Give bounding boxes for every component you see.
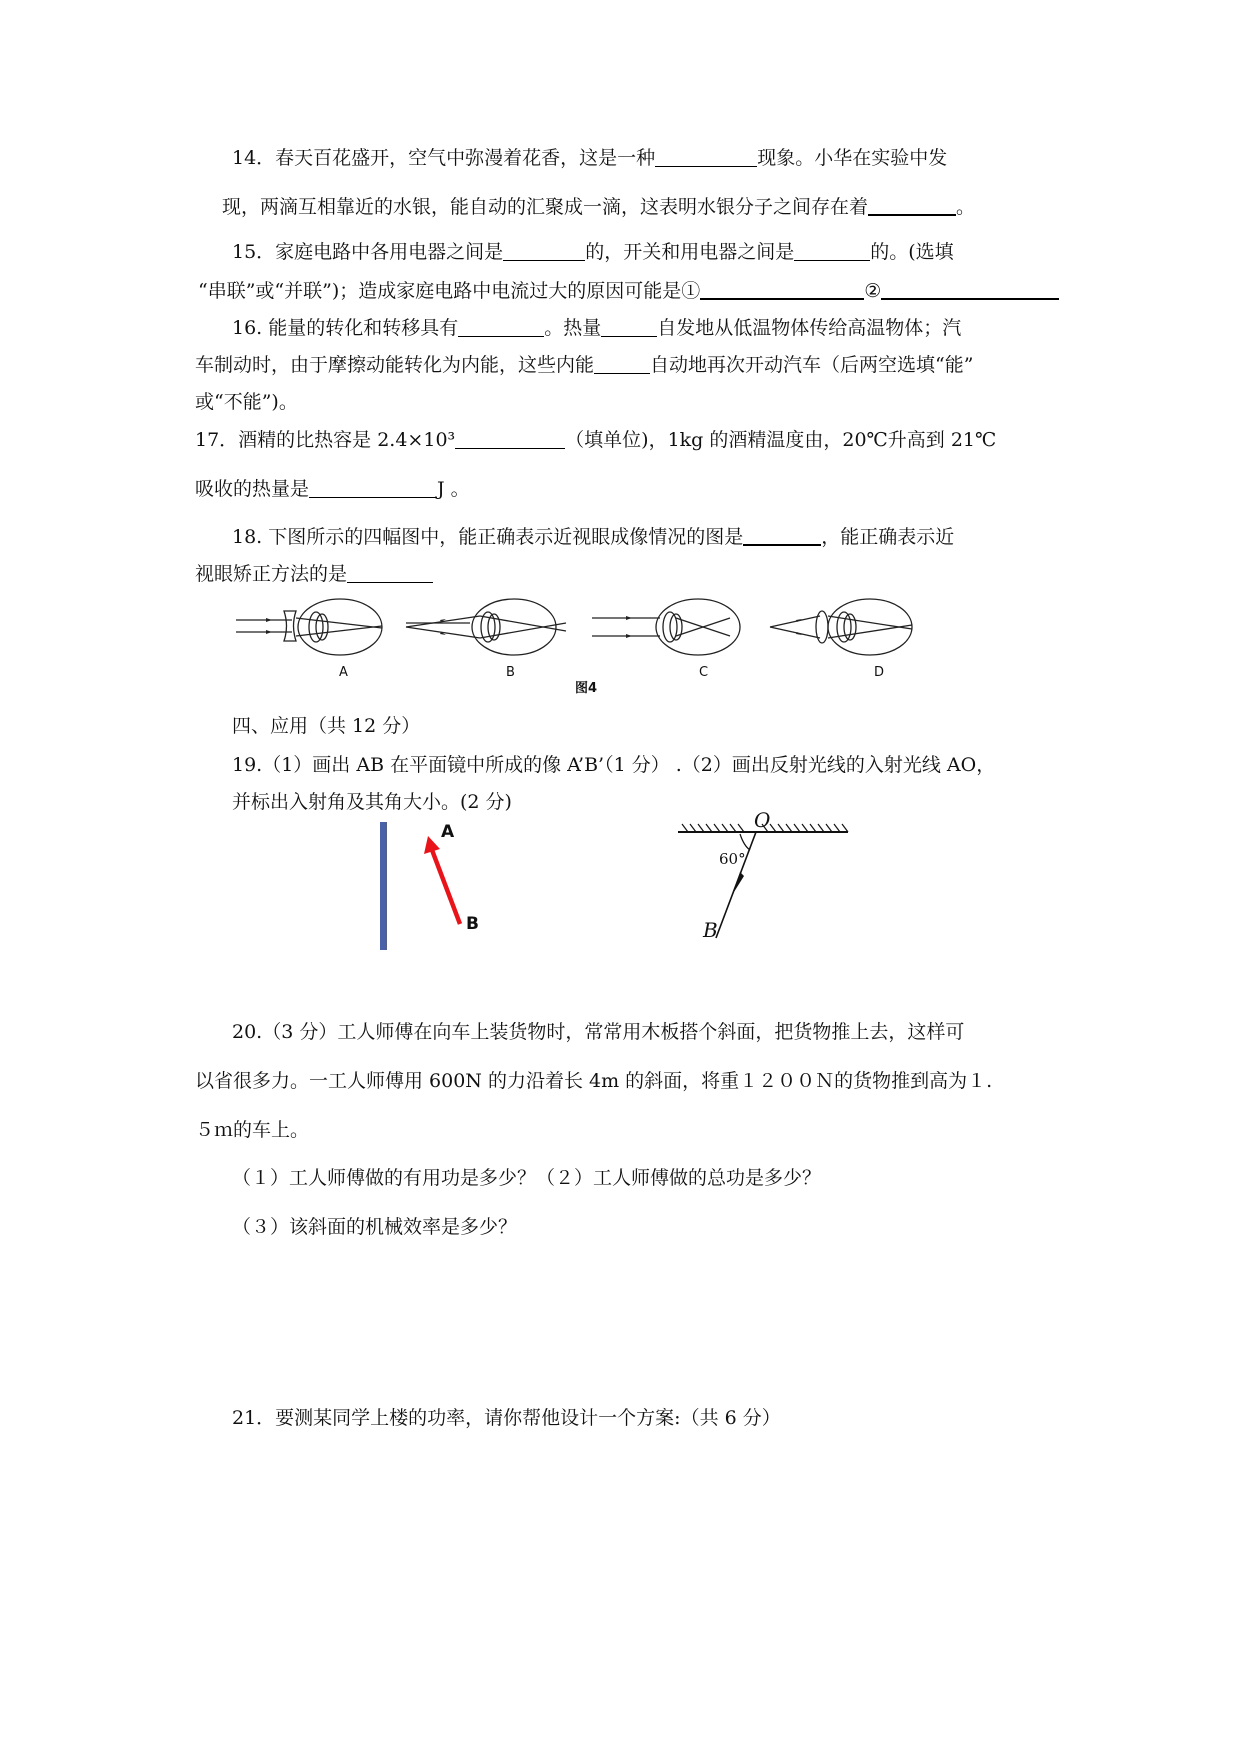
q16-blank-3[interactable] <box>594 353 650 374</box>
q15-text-d: “串联”或“并联”)；造成家庭电路中电流过大的原因可能是① <box>198 280 701 302</box>
q15-blank-4[interactable] <box>881 278 1059 300</box>
q15-blank-3[interactable] <box>700 278 864 300</box>
q19-line2: 并标出入射角及其角大小。(2 分) <box>232 791 512 813</box>
q19-line1: 19.（1）画出 AB 在平面镜中所成的像 A’B’（1 分） .（2）画出反射光线的入射光线 AO， <box>232 754 996 776</box>
q16-line2 <box>195 353 973 377</box>
q20-line1: 20.（3 分）工人师傅在向车上装货物时，常常用木板搭个斜面，把货物推上去，这样可 <box>232 1021 965 1043</box>
section-4-title: 四、应用（共 12 分） <box>232 715 421 737</box>
q17-text-b: （填单位)，1kg 的酒精温度由，20℃升高到 21℃ <box>565 429 997 451</box>
q21-line1: 21．要测某同学上楼的功率，请你帮他设计一个方案:（共 6 分） <box>232 1407 781 1429</box>
reflection-angle-label: 60° <box>719 850 746 868</box>
q17-text-d: J 。 <box>437 478 470 500</box>
q14-text-a: 14．春天百花盛开，空气中弥漫着花香，这是一种 <box>232 147 656 169</box>
q20-sub-1: （１）工人师傅做的有用功是多少？（２）工人师傅做的总功是多少？ <box>232 1167 822 1189</box>
q17-text-a: 17．酒精的比热容是 2.4×10³ <box>195 429 456 451</box>
q15-line1 <box>232 240 954 264</box>
q16-text-d: 车制动时，由于摩擦动能转化为内能，这些内能 <box>195 354 595 376</box>
q14-text-d: 。 <box>956 196 976 218</box>
q17-blank-1[interactable] <box>455 428 565 449</box>
q18-blank-2[interactable] <box>347 562 433 583</box>
q14-blank-2[interactable] <box>868 194 956 216</box>
q15-text-c: 的。(选填 <box>870 241 954 263</box>
q14-line1 <box>232 146 947 170</box>
figure-4-label-d: D <box>874 665 885 680</box>
q17-line2 <box>195 477 470 501</box>
q18-text-b: ，能正确表示近 <box>821 526 955 548</box>
q16-text-c: 自发地从低温物体传给高温物体；汽 <box>657 317 962 339</box>
q15-blank-2[interactable] <box>794 240 870 261</box>
eye-diagram-a <box>236 599 382 655</box>
q17-line1 <box>195 428 996 452</box>
figure-4-label-b: B <box>506 665 515 680</box>
q18-text-a: 18. 下图所示的四幅图中，能正确表示近视眼成像情况的图是 <box>232 526 744 548</box>
q16-text-e: 自动地再次开动汽车（后两空选填“能” <box>650 354 974 376</box>
mirror-label-a: A <box>441 822 455 842</box>
q17-text-c: 吸收的热量是 <box>195 478 310 500</box>
q20-line2: 以省很多力。一工人师傅用 600N 的力沿着长 4m 的斜面，将重１２００Ｎ的货物推到高为１. <box>195 1070 993 1092</box>
q16-text-a: 16. 能量的转化和转移具有 <box>232 317 459 339</box>
q17-blank-2[interactable] <box>309 477 437 498</box>
q16-text-f: 或“不能”)。 <box>195 391 298 413</box>
reflected-ray-ob <box>716 832 756 938</box>
q15-blank-1[interactable] <box>503 240 585 261</box>
q16-line1 <box>232 316 961 340</box>
q15-text-b: 的，开关和用电器之间是 <box>585 241 795 263</box>
eye-diagram-c <box>592 599 740 655</box>
q18-text-c: 视眼矫正方法的是 <box>195 563 348 585</box>
arrow-ab <box>432 850 460 924</box>
figure-4-label-c: C <box>699 665 709 680</box>
q15-text-a: 15．家庭电路中各用电器之间是 <box>232 241 504 263</box>
q18-line1 <box>232 524 954 549</box>
q18-blank-1[interactable] <box>743 524 821 546</box>
figure-4-caption: 图4 <box>575 681 598 696</box>
plane-mirror <box>380 822 385 950</box>
q14-text-c: 现，两滴互相靠近的水银，能自动的汇聚成一滴，这表明水银分子之间存在着 <box>222 196 869 218</box>
q16-blank-2[interactable] <box>601 316 657 337</box>
q16-text-b: 。热量 <box>544 317 602 339</box>
q20-sub-2: （３）该斜面的机械效率是多少？ <box>232 1216 518 1238</box>
q15-text-e: ② <box>864 280 882 302</box>
q16-line3 <box>195 390 298 414</box>
reflection-label-o: O <box>754 808 771 832</box>
mirror-label-b: B <box>466 914 479 934</box>
eye-diagram-b <box>406 599 566 655</box>
q16-blank-1[interactable] <box>458 316 544 337</box>
eye-diagram-d <box>770 599 912 655</box>
q20-line3: ５ｍ的车上。 <box>195 1119 310 1141</box>
q14-text-b: 现象。小华在实验中发 <box>757 147 948 169</box>
q15-line2 <box>198 278 1059 303</box>
figure-4-label-a: A <box>339 665 348 680</box>
q14-line2 <box>222 194 975 219</box>
reflection-label-b: B <box>703 918 718 942</box>
q14-blank-1[interactable] <box>655 146 757 167</box>
q18-line2 <box>195 562 433 586</box>
